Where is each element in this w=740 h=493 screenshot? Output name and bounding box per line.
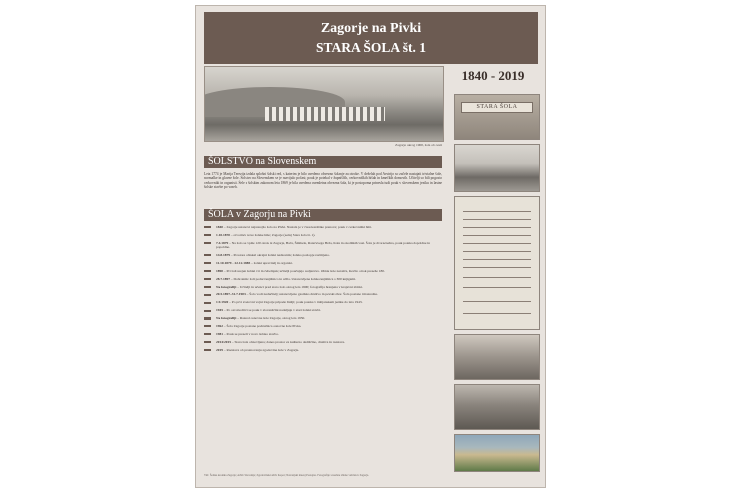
timeline-item: 1890 – Pri šoli urejen šolski vrt in čebelnjak; učitelji poučujejo sadjarstvo. Obisk šole narašča, število otrok preseže 180. xyxy=(204,269,442,273)
timeline-item: 11.10.1879 - 22.12.1885 – šolski upravitelj in organist. xyxy=(204,261,442,265)
timeline-item: 1962 – Šola Zagorje postane podružnica osnovne šole Pivka. xyxy=(204,324,442,328)
timeline-item: 1981 – Pouk se preseli v novo šolsko stavbo. xyxy=(204,332,442,336)
stara-sola-sign-photo: STARA ŠOLA xyxy=(454,94,540,140)
timeline-item: 2019 – Razstava ob praznovanju zgodovine šole v Zagorju. xyxy=(204,348,442,352)
timeline-item: 2014/2015 – Stara šola obnovljena; danes prostor za kulturno dediščino, društva in razstave. xyxy=(204,340,442,344)
old-school-building-photo xyxy=(454,144,540,192)
timeline-item: 20.5.1897–31.7.1903 – Šolo vodi nadučitelj; ustanovljeno gasilsko društvo in pevski zbor. Šola postane trirazredna. xyxy=(204,292,442,296)
timeline-item: 1.9.1920 – Po prvi svetovni vojni Zagorje pripade Italiji; pouk poteka v italijanskem jeziku do leta 1943. xyxy=(204,300,442,304)
timeline-item: 7.4.1879 – Na šolo se vpiše 120 otrok iz Zagorja, Bača, Šmihela, Ratečevega Brda, Kala in okoliških vasi. Šola je dvorazredna, pouk poteka dopoldne in popoldne. xyxy=(204,241,442,250)
poster-title: Zagorje na Pivki xyxy=(320,21,422,36)
old-school-today-photo xyxy=(454,434,540,472)
timeline xyxy=(204,225,442,356)
footnote: Viri: Šolska kronika Zagorje; Arhiv Slovenije; Zgodovinski arhiv Koper; Notranjski muzej Postojna. Fotografije: zasebne zbirke vaščanov Zagorja. xyxy=(204,474,369,477)
classroom-group-photo xyxy=(454,334,540,380)
timeline-item: Na fotografiji – Učitelji in učenci pred staro šolo okrog leta 1900; fotografija hranjena v krajevni zbirki. xyxy=(204,285,442,289)
poster xyxy=(195,5,546,488)
timeline-item: 1840 – Zagorje ustanovi najstarejšo šolo na Pivki. Nastala je v času katoliške prenove; pouk v cerkovniški hiši. xyxy=(204,225,442,229)
year-range: 1840 - 2019 xyxy=(461,68,525,83)
school-chronicle-document-photo xyxy=(454,196,540,330)
intro-text: Leta 1774 je Marija Terezija izdala splošni šolski red, s katerim je bilo uvedeno obvezno šolanje za otroke. V deželah pod Avstrijo so začele nastajati trivialne šole, normalke in glavne šole. Šolstvo na Slovenskem se je razvijalo počasi; pouk je potekal v župniščih, cerkovniških hišah in kmečkih domovih. Učitelji so bili pogosto cerkovniki in organisti. Šele s šolskim zakonom leta 1869 je bila uvedena osemletna obvezna šola, ki je postopoma prinesla tudi pouk v slovenskem jeziku in lastne šolske stavbe po vaseh. xyxy=(204,172,442,190)
poster-header xyxy=(204,12,538,64)
teachers-students-photo xyxy=(454,384,540,430)
poster-subtitle: STARA ŠOLA št. 1 xyxy=(315,40,427,55)
photo-caption: Zagorje okrog 1900, šola ob cesti xyxy=(395,143,442,147)
timeline-item: 28.7.1897 – Dobrotnik: šoli podari knjižnico in učila. Ustanovljena šolska knjižnica s 300 knjigami. xyxy=(204,277,442,281)
historic-village-photo xyxy=(204,66,444,142)
timeline-item: 1.10.1870 – otvoritev nove šolske hiše; Zagorje (sedaj Stara šola št. 1). xyxy=(204,233,442,237)
timeline-item: Na fotografiji – Razred osnovne šole Zagorje, okrog leta 1950. xyxy=(204,316,442,320)
timeline-item: 14.8.1879 – Prostore obiskal okrajni šolski nadzornik; šolsko poslopje razširjeno. xyxy=(204,253,442,257)
section-heading-sola: ŠOLA v Zagorju na Pivki xyxy=(204,209,442,221)
timeline-item: 1945 – Po osvoboditvi se pouk v slovenščini nadaljuje v stari šolski stavbi. xyxy=(204,308,442,312)
section-heading-solstvo: ŠOLSTVO na Slovenskem xyxy=(204,156,442,168)
